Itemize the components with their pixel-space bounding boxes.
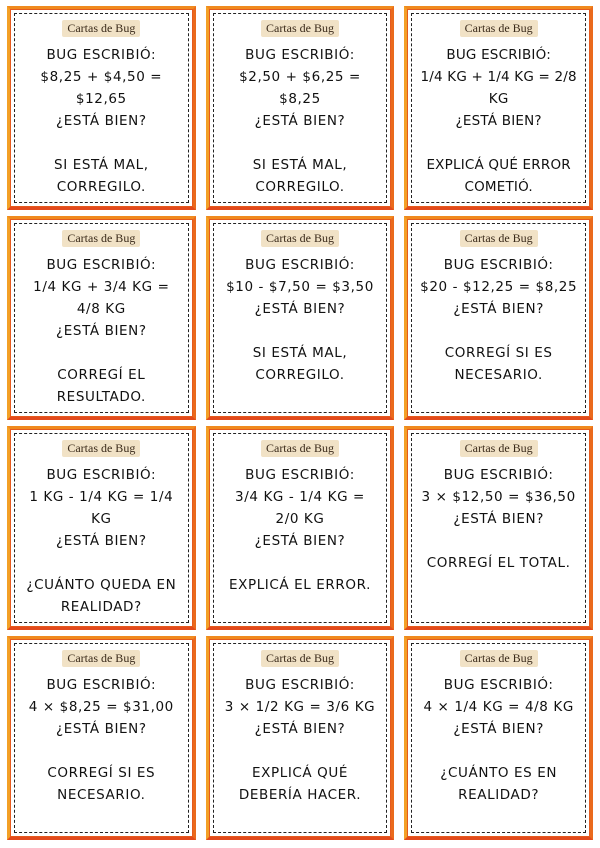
card-task-line: CORREGILO. [56,179,146,195]
card-body [214,464,387,596]
card-task-line: EXPLICÁ QUÉ ERROR [426,157,571,173]
card-tag: Cartas de Bug [62,650,140,667]
card-prompt: BUG ESCRIBIÓ: [46,467,157,483]
card-prompt: BUG ESCRIBIÓ: [245,257,355,273]
card-dashed-frame [14,643,189,833]
bug-card [7,426,196,630]
bug-card [404,216,593,420]
card-dashed-frame [411,13,586,203]
bug-card [206,426,395,630]
card-question: ¿ESTÁ BIEN? [254,721,346,737]
card-prompt: BUG ESCRIBIÓ: [245,47,355,63]
card-question: ¿ESTÁ BIEN? [56,113,147,129]
card-prompt: BUG ESCRIBIÓ: [443,467,554,483]
card-math-continued: 4/8 KG [76,301,126,317]
card-task-line: REALIDAD? [458,787,540,803]
card-body [412,254,585,386]
card-task-line: EXPLICÁ EL ERROR. [228,577,371,593]
card-prompt: BUG ESCRIBIÓ: [46,677,157,693]
card-question: ¿ESTÁ BIEN? [455,113,542,129]
card-body [412,44,585,198]
bug-card [404,636,593,840]
card-prompt: BUG ESCRIBIÓ: [245,467,355,483]
card-task-line: NECESARIO. [454,367,543,383]
bug-card [7,216,196,420]
card-math: 3 × $12,50 = $36,50 [421,489,576,505]
card-body [412,674,585,806]
card-body [412,464,585,574]
card-tag: Cartas de Bug [62,20,140,37]
card-tag: Cartas de Bug [460,650,538,667]
card-body [15,674,188,806]
card-math: $10 - $7,50 = $3,50 [226,279,374,295]
card-tag: Cartas de Bug [261,650,339,667]
card-math: 3 × 1/2 KG = 3/6 KG [224,699,376,715]
bug-card [404,426,593,630]
card-question: ¿ESTÁ BIEN? [56,533,147,549]
card-math: $20 - $12,25 = $8,25 [420,279,578,295]
card-task-line: NECESARIO. [57,787,146,803]
card-question: ¿ESTÁ BIEN? [453,301,544,317]
card-task-line: CORREGÍ EL TOTAL. [426,555,571,571]
card-tag: Cartas de Bug [261,20,339,37]
card-task-line: SI ESTÁ MAL, [54,157,149,173]
bug-card [206,636,395,840]
card-question: ¿ESTÁ BIEN? [254,113,346,129]
card-math: 1/4 KG + 1/4 KG = 2/8 KG [420,69,577,107]
card-task-line: CORREGILO. [255,179,345,195]
card-task-line: ¿CUÁNTO QUEDA EN [26,577,177,593]
card-task-line: CORREGÍ EL [57,367,146,383]
card-task-line: CORREGÍ SI ES [444,345,553,361]
card-dashed-frame [213,643,388,833]
card-task-line: CORREGILO. [255,367,345,383]
card-task-line: ¿CUÁNTO ES EN [440,765,558,781]
card-dashed-frame [213,433,388,623]
card-math-continued: 2/0 KG [275,511,325,527]
card-dashed-frame [411,433,586,623]
card-task-line: REALIDAD? [60,599,142,615]
card-tag: Cartas de Bug [261,230,339,247]
card-question: ¿ESTÁ BIEN? [56,323,147,339]
bug-card [7,636,196,840]
card-question: ¿ESTÁ BIEN? [453,511,544,527]
card-task-line: EXPLICÁ QUÉ [251,765,348,781]
card-tag: Cartas de Bug [460,230,538,247]
card-tag: Cartas de Bug [261,440,339,457]
card-task-line: CORREGÍ SI ES [47,765,156,781]
card-math: $8,25 + $4,50 = $12,65 [40,69,163,107]
card-prompt: BUG ESCRIBIÓ: [446,47,551,63]
card-prompt: BUG ESCRIBIÓ: [245,677,355,693]
card-body [15,44,188,198]
bug-card [7,6,196,210]
card-dashed-frame [213,13,388,203]
card-question: ¿ESTÁ BIEN? [254,533,346,549]
card-body [15,254,188,408]
card-sheet [7,6,593,840]
card-math-continued: KG [91,511,112,527]
card-math: 4 × $8,25 = $31,00 [28,699,174,715]
card-task-line: SI ESTÁ MAL, [252,157,348,173]
card-dashed-frame [14,13,189,203]
card-dashed-frame [411,643,586,833]
card-prompt: BUG ESCRIBIÓ: [443,677,554,693]
card-task-line: SI ESTÁ MAL, [252,345,348,361]
card-body [214,44,387,198]
card-body [214,674,387,806]
card-dashed-frame [14,223,189,413]
card-task-line: DEBERÍA HACER. [238,787,362,803]
card-prompt: BUG ESCRIBIÓ: [46,257,157,273]
card-task-line: COMETIÓ. [464,179,533,195]
card-task-line: RESULTADO. [56,389,146,405]
card-math: $2,50 + $6,25 = $8,25 [239,69,361,107]
bug-card [206,6,395,210]
card-tag: Cartas de Bug [62,440,140,457]
card-math: 3/4 KG - 1/4 KG = [235,489,365,505]
card-tag: Cartas de Bug [460,440,538,457]
card-question: ¿ESTÁ BIEN? [56,721,147,737]
card-math: 1 KG - 1/4 KG = 1/4 [29,489,174,505]
card-prompt: BUG ESCRIBIÓ: [443,257,554,273]
card-prompt: BUG ESCRIBIÓ: [46,47,157,63]
card-dashed-frame [213,223,388,413]
card-question: ¿ESTÁ BIEN? [254,301,346,317]
card-math: 1/4 KG + 3/4 KG = [33,279,170,295]
card-dashed-frame [14,433,189,623]
card-tag: Cartas de Bug [460,20,538,37]
card-body [214,254,387,386]
card-math: 4 × 1/4 KG = 4/8 KG [423,699,574,715]
card-body [15,464,188,618]
card-tag: Cartas de Bug [62,230,140,247]
card-question: ¿ESTÁ BIEN? [453,721,544,737]
bug-card [206,216,395,420]
card-dashed-frame [411,223,586,413]
bug-card [404,6,593,210]
